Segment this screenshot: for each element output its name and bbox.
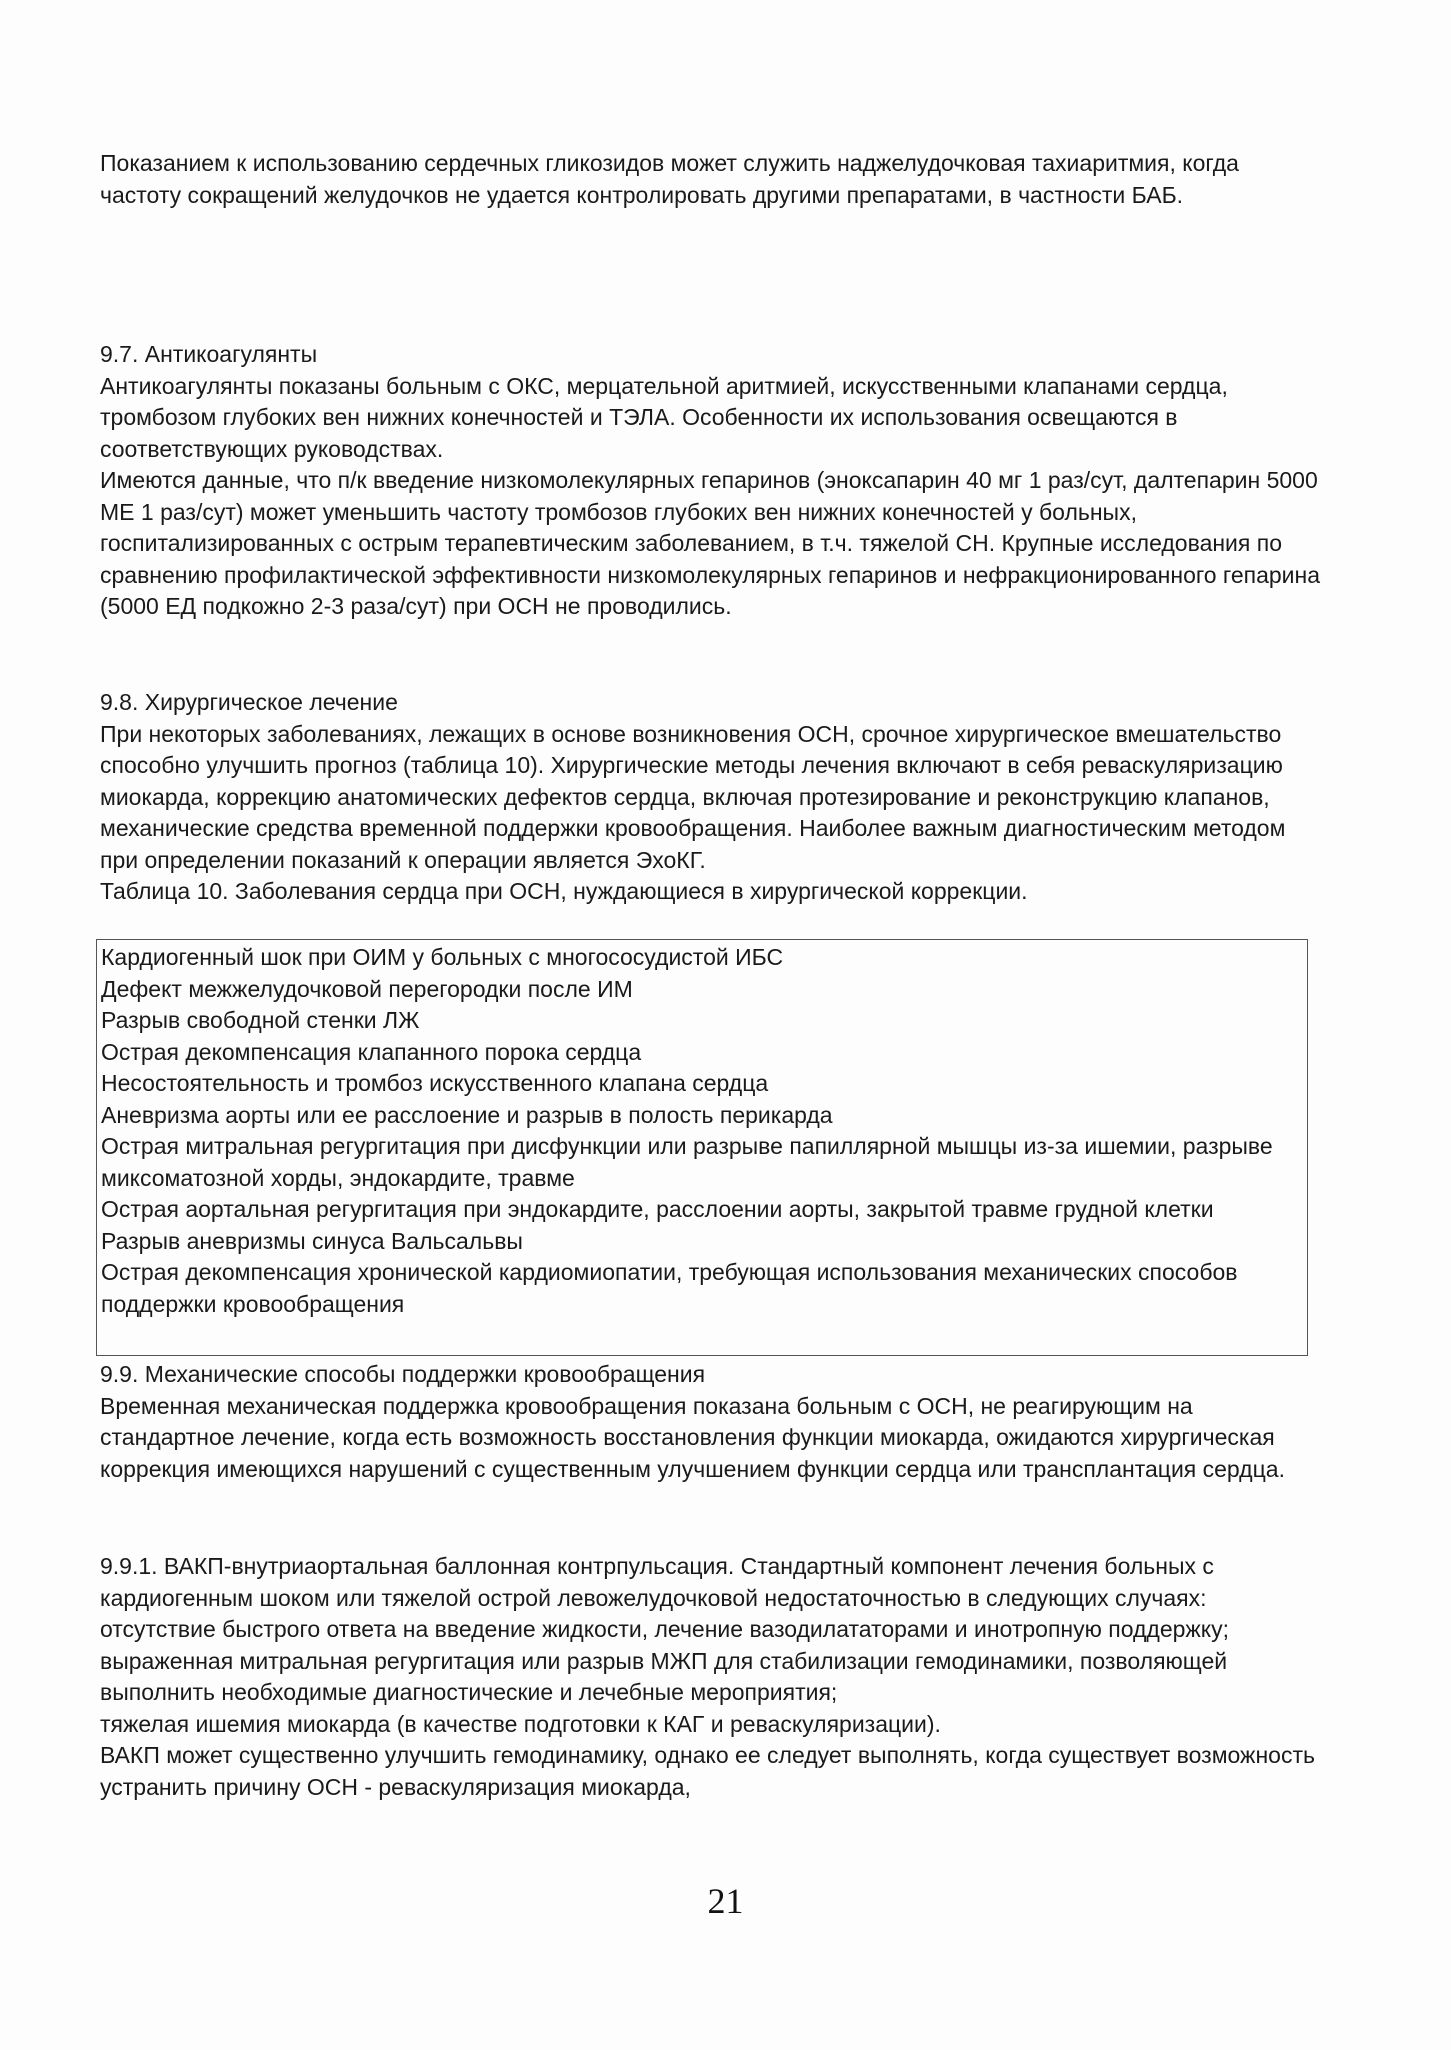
paragraph: ВАКП может существенно улучшить гемодинамику, однако ее следует выполнять, когда существует возможность устранить причину ОСН - реваскуляризация миокарда, bbox=[100, 1742, 1315, 1800]
table-row: Острая декомпенсация клапанного порока сердца bbox=[101, 1038, 642, 1065]
table-row: Острая митральная регургитация при дисфункции или разрыве папиллярной мышцы из-за ишемии, разрыве миксоматозной хорды, эндокардите, травме bbox=[101, 1133, 1273, 1191]
paragraph: Временная механическая поддержка кровообращения показана больным с ОСН, не реагирующим на стандартное лечение, когда есть возможность восстановления функции миокарда, ожидаются хирургическая коррекция имеющихся нарушений с существенным улучшением функции сердца или трансплантация сердца. bbox=[100, 1392, 1285, 1482]
table-row: Кардиогенный шок при ОИМ у больных с многососудистой ИБС bbox=[101, 944, 784, 970]
table-caption: Таблица 10. Заболевания сердца при ОСН, нуждающиеся в хирургической коррекции. bbox=[100, 878, 1028, 904]
section-heading: 9.9. Механические способы поддержки кровообращения bbox=[100, 1361, 706, 1387]
section-surgical-treatment bbox=[100, 687, 1320, 908]
section-iabp bbox=[100, 1551, 1320, 1803]
paragraph: 9.9.1. ВАКП-внутриаортальная баллонная контрпульсация. Стандартный компонент лечения больных с кардиогенным шоком или тяжелой острой левожелудочковой недостаточностью в следующих случаях: bbox=[100, 1553, 1214, 1611]
paragraph: Антикоагулянты показаны больным с ОКС, мерцательной аритмией, искусственными клапанами сердца, тромбозом глубоких вен нижних конечностей и ТЭЛА. Особенности их использования освещаются в соответствующих руководствах. bbox=[100, 372, 1228, 462]
table-row: Аневризма аорты или ее расслоение и разрыв в полость перикарда bbox=[101, 1101, 833, 1128]
intro-text: Показанием к использованию сердечных гликозидов может служить наджелудочковая тахиаритмия, когда частоту сокращений желудочков не удается контролировать другими препаратами, в частности БАБ. bbox=[100, 150, 1239, 208]
section-heading: 9.8. Хирургическое лечение bbox=[100, 689, 398, 715]
paragraph: выраженная митральная регургитация или разрыв МЖП для стабилизации гемодинамики, позволяющей выполнить необходимые диагностические и лечебные мероприятия; bbox=[100, 1647, 1228, 1705]
paragraph: тяжелая ишемия миокарда (в качестве подготовки к КАГ и реваскуляризации). bbox=[100, 1710, 941, 1737]
paragraph: Имеются данные, что п/к введение низкомолекулярных гепаринов (эноксапарин 40 мг 1 раз/сут, далтепарин 5000 МЕ 1 раз/сут) может уменьшить частоту тромбозов глубоких вен нижних конечностей у больных, госпитализированных с острым терапевтическим заболеванием, в т.ч. тяжелой СН. Крупные исследования по сравнению профилактической эффективности низкомолекулярных гепаринов и нефракционированного гепарина (5000 ЕД подкожно 2-3 раза/сут) при ОСН не проводились. bbox=[100, 467, 1320, 619]
page-number: 21 bbox=[707, 1881, 744, 1921]
table-row: Разрыв аневризмы синуса Вальсальвы bbox=[101, 1227, 523, 1254]
section-heading: 9.7. Антикоагулянты bbox=[100, 341, 318, 367]
table-row: Острая аортальная регургитация при эндокардите, расслоении аорты, закрытой травме грудной клетки bbox=[101, 1196, 1214, 1222]
table-row: Дефект межжелудочковой перегородки после ИМ bbox=[101, 975, 633, 1002]
table-row: Разрыв свободной стенки ЛЖ bbox=[101, 1007, 420, 1033]
section-mechanical-support bbox=[100, 1359, 1320, 1485]
table-row: Острая декомпенсация хронической кардиомиопатии, требующая использования механических способов поддержки кровообращения bbox=[101, 1259, 1238, 1317]
paragraph: При некоторых заболеваниях, лежащих в основе возникновения ОСН, срочное хирургическое вмешательство способно улучшить прогноз (таблица 10). Хирургические методы лечения включают в себя реваскуляризацию миокарда, коррекцию анатомических дефектов сердца, включая протезирование и реконструкцию клапанов, механические средства временной поддержки кровообращения. Наиболее важным диагностическим методом при определении показаний к операции является ЭхоКГ. bbox=[100, 720, 1286, 873]
table-row: Несостоятельность и тромбоз искусственного клапана сердца bbox=[101, 1070, 769, 1096]
paragraph: отсутствие быстрого ответа на введение жидкости, лечение вазодилататорами и инотропную поддержку; bbox=[100, 1616, 1229, 1642]
table-10 bbox=[96, 939, 1308, 1356]
section-anticoagulants bbox=[100, 339, 1320, 623]
intro-paragraph bbox=[100, 148, 1320, 211]
